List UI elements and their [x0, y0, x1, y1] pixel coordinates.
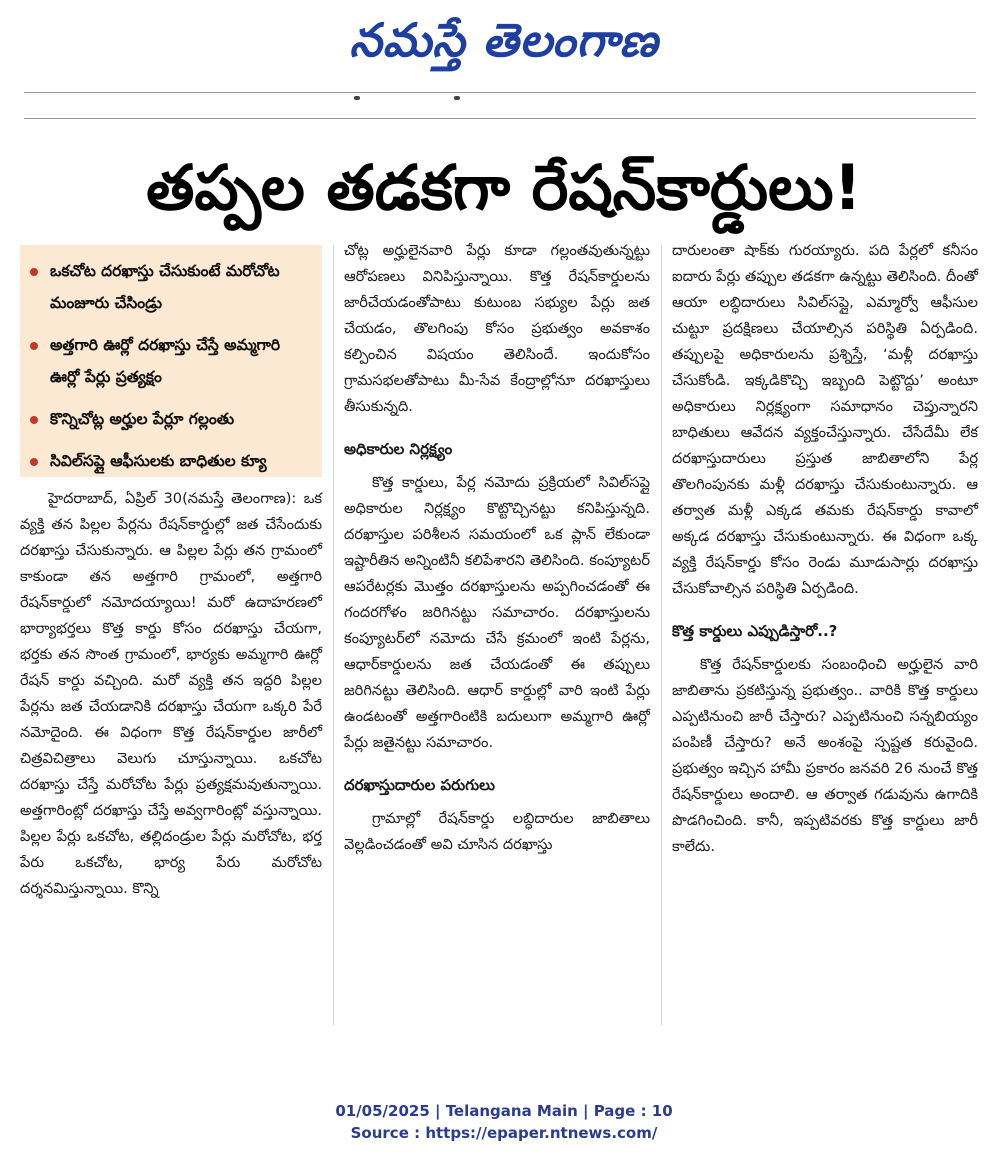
masthead-divider-bottom	[24, 118, 976, 119]
column-divider	[333, 245, 334, 1025]
article-column-1	[20, 486, 322, 902]
article-column-2	[344, 238, 650, 858]
page-footer	[0, 1100, 1008, 1144]
footer-source: Source : https://epaper.ntnews.com/	[350, 1124, 658, 1142]
column-divider	[661, 245, 662, 1025]
paragraph: కొత్త కార్డులు, పేర్ల నమోదు ప్రక్రియలో సివిల్‌సప్లై అధికారుల నిర్లక్ష్యం కొట్టొచ్చినట్టు కనిపిస్తున్నది. దరఖాస్తుల పరిశీలన సమయంలో ఒక ప్లాన్ లేకుండా ఇష్టారీతిన అన్నింటినీ కలిపేశారని తెలిసింది. కంప్యూటర్ ఆపరేటర్లకు మొత్తం దరఖాస్తులను అప్పగించడంతో ఈ గందరగోళం జరిగినట్టు సమాచారం. దరఖాస్తులను కంప్యూటర్‌లో నమోదు చేసే క్రమంలో ఇంటి పేర్లను, ఆధార్‌కార్డులను జత చేయడంతో ఈ తప్పులు జరిగినట్టు తెలిసింది. ఆధార్ కార్డుల్లో వారి ఇంటి పేర్లు ఉండటంతో అత్తగారింటికి బదులుగా అమ్మగారి ఊర్లో పేర్లు జతైనట్టు సమాచారం.	[344, 474, 650, 751]
highlight-text: అత్తగారి ఊర్లో దరఖాస్తు చేస్తే అమ్మగారి ఊర్లో పేర్లు ప్రత్యక్షం	[50, 336, 281, 386]
highlight-item	[26, 403, 314, 435]
highlights-box	[20, 245, 322, 477]
subheading: అధికారుల నిర్లక్ష్యం	[344, 440, 453, 458]
bullet-icon	[30, 342, 38, 350]
highlight-text: కొన్నిచోట్ల అర్హుల పేర్లూ గల్లంతు	[50, 410, 235, 428]
highlight-text: సివిల్‌సప్లై ఆఫీసులకు బాధితుల క్యూ	[50, 452, 267, 470]
paragraph: దారులంతా షాక్‌కు గురయ్యారు. పది పేర్లలో కనీసం ఐదారు పేర్లు తప్పుల తడకగా ఉన్నట్టు తెలిసింది. దీంతో ఆయా లబ్ధిదారులు సివిల్‌సప్లై, ఎమ్మార్వో ఆఫీసుల చుట్టూ ప్రదక్షిణలు చేయాల్సిన పరిస్థితి ఏర్పడింది. తప్పులపై అధికారులను ప్రశ్నిస్తే, ‘మళ్లీ దరఖాస్తు చేసుకోండి. ఇక్కడికొచ్చి ఇబ్బంది పెట్టొద్దు’ అంటూ అధికారులు నిర్లక్ష్యంగా సమాధానం చెప్తున్నారని బాధితులు ఆవేదన వ్యక్తంచేస్తున్నారు. చేసేదేమీ లేక దరఖాస్తుదారులు ప్రస్తుత జాబితాలోని పేర్ల తొలగింపునకు మళ్లీ దరఖాస్తు చేసుకుంటున్నారు. ఆ తర్వాత మళ్లీ ఎక్కడ తమకు రేషన్‌కార్డు కావాలో అక్కడ దరఖాస్తు చేసుకుంటున్నారు. ఈ విధంగా ఒక్క వ్యక్తి రేషన్‌కార్డు కోసం రెండు మూడుసార్లు దరఖాస్తు చేసుకోవాల్సిన పరిస్థితి ఏర్పడింది.	[672, 242, 978, 597]
bullet-icon	[30, 268, 38, 276]
subheading: దరఖాస్తుదారుల పరుగులు	[344, 776, 495, 794]
masthead-title: నమస్తే తెలంగాణ	[349, 13, 659, 67]
paragraph: గ్రామాల్లో రేషన్‌కార్డు లబ్ధిదారుల జాబితాలు వెల్లడించడంతో అవి చూసిన దరఖాస్తు	[344, 810, 650, 853]
highlight-item	[26, 255, 314, 319]
masthead-divider-top	[24, 92, 976, 93]
article-headline: తప్పల తడకగా రేషన్‌కార్డులు!	[146, 151, 862, 224]
masthead-marker	[454, 96, 460, 100]
highlight-text: ఒకచోట దరఖాస్తు చేసుకుంటే మరోచోట మంజూరు చేసిండ్రు	[50, 262, 280, 312]
bullet-icon	[30, 458, 38, 466]
paragraph: చోట్ల అర్హులైనవారి పేర్లు కూడా గల్లంతవుతున్నట్టు ఆరోపణలు వినిపిస్తున్నాయి. కొత్త రేషన్‌కార్డులను జారీచేయడంతోపాటు కుటుంబ సభ్యుల పేర్లు జత చేయడం, తొలగింపు కోసం ప్రభుత్వం అవకాశం కల్పించిన విషయం తెలిసిందే. ఇందుకోసం గ్రామసభలతోపాటు మీ-సేవ కేంద్రాల్లోనూ దరఖాస్తులు తీసుకున్నది.	[344, 242, 650, 415]
highlight-item	[26, 329, 314, 393]
article-column-3	[672, 238, 978, 860]
paragraph: హైదరాబాద్, ఏప్రిల్ 30(నమస్తే తెలంగాణ): ఒక వ్యక్తి తన పిల్లల పేర్లను రేషన్‌కార్డుల్లో జత చేసేందుకు దరఖాస్తు చేసుకున్నారు. ఆ పిల్లల పేర్లు తన గ్రామంలో కాకుండా తన అత్తగారి గ్రామంలో, అత్తగారి రేషన్‌కార్డులో నమోదయ్యాయి! మరో ఉదాహరణలో భార్యాభర్తలు కొత్త కార్డు కోసం దరఖాస్తు చేయగా, భర్తకు తన సొంత గ్రామంలో, భార్యకు అమ్మగారి ఊర్లో రేషన్ కార్డు వచ్చింది. మరో వ్యక్తి తన ఇద్దరి పిల్లల పేర్లను జత చేయడానికి దరఖాస్తు చేయగా ఒక్కరి పేరే నమోదైంది. ఈ విధంగా కొత్త రేషన్‌కార్డుల జారీలో చిత్రవిచిత్రాలు వెలుగు చూస్తున్నాయి. ఒకచోట దరఖాస్తు చేస్తే మరోచోట పేర్లు ప్రత్యక్షమవుతున్నాయి. అత్తగారింట్లో దరఖాస్తు చేస్తే అవ్వగారింట్లో వస్తున్నాయి. పిల్లల పేర్లు ఒకచోట, తల్లిదండ్రుల పేర్లు మరోచోట, భర్త పేరు ఒకచోట, భార్య పేరు మరోచోట దర్శనమిస్తున్నాయి. కొన్ని	[20, 490, 322, 897]
bullet-icon	[30, 416, 38, 424]
footer-date-page: 01/05/2025 | Telangana Main | Page : 10	[335, 1102, 673, 1120]
highlight-item	[26, 445, 314, 477]
subheading: కొత్త కార్డులు ఎప్పుడిస్తారో..?	[672, 622, 838, 640]
masthead-marker	[354, 96, 360, 100]
masthead-logo	[0, 8, 1008, 72]
paragraph: కొత్త రేషన్‌కార్డులకు సంబంధించి అర్హులైన వారి జాబితాను ప్రకటిస్తున్న ప్రభుత్వం.. వారికి కొత్త కార్డులు ఎప్పటినుంచి జారీ చేస్తారు? ఎప్పటినుంచి సన్నబియ్యం పంపిణీ చేస్తారు? అనే అంశంపై స్పష్టత కరువైంది. ప్రభుత్వం ఇచ్చిన హామీ ప్రకారం జనవరి 26 నుంచే కొత్త రేషన్‌కార్డులు అందాలి. ఆ తర్వాత గడువును ఉగాదికి పొడగించింది. కానీ, ఇప్పటివరకు కొత్త కార్డులు జారీ కాలేదు.	[672, 656, 978, 855]
